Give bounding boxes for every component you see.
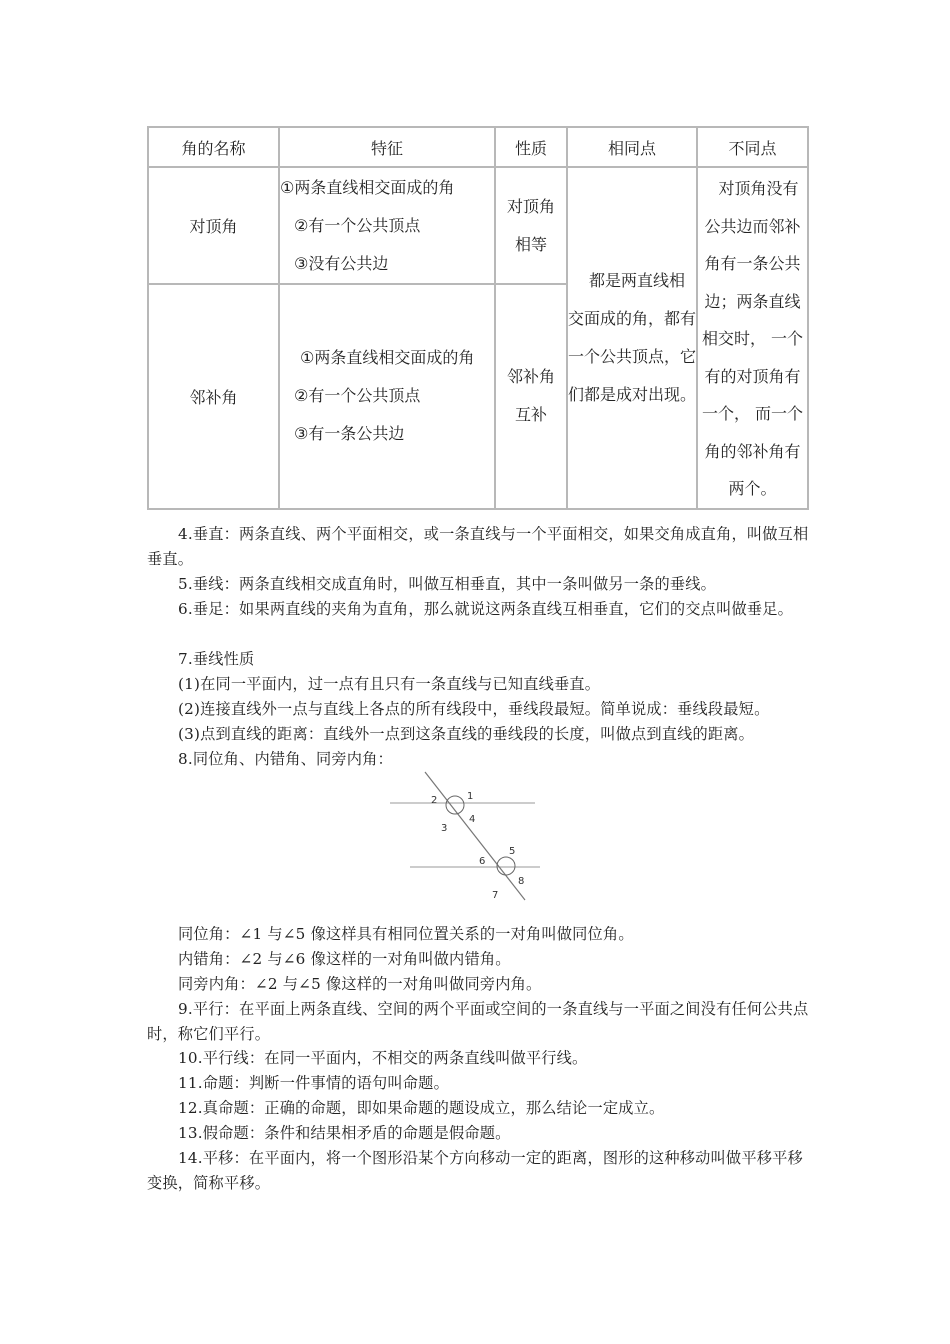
paragraph-7-3: (3)点到直线的距离：直线外一点到这条直线的垂线段的长度，叫做点到直线的距离。 <box>178 725 755 743</box>
header-diff: 不同点 <box>697 127 808 167</box>
paragraph-9: 9.平行：在平面上两条直线、空间的两个平面或空间的一条直线与一平面之间没有任何公共点时，称它们平行。 <box>147 1000 809 1043</box>
same-line: 交面成的角，都有 <box>568 308 697 328</box>
paragraph-8: 8.同位角、内错角、同旁内角： <box>178 750 393 768</box>
diff-line: 一个， 而一个 <box>701 404 804 423</box>
label-7: 7 <box>492 890 499 901</box>
property-line: 邻补角 <box>506 367 555 387</box>
row-property <box>495 167 567 284</box>
feature-line: ③有一条公共边 <box>294 424 405 444</box>
diff-points-cell <box>697 167 808 509</box>
label-5: 5 <box>509 846 516 857</box>
definition-same-side: 同旁内角：∠2 与∠5 像这样的一对角叫做同旁内角。 <box>178 975 542 993</box>
same-line: 一个公共顶点，它 <box>568 346 697 366</box>
paragraph-4: 4.垂直：两条直线、两个平面相交，或一条直线与一个平面相交，如果交角成直角，叫做互相垂直。 <box>147 525 809 568</box>
diff-line: 有的对顶角有 <box>704 366 801 386</box>
row-features <box>279 284 495 508</box>
row-features <box>279 167 495 284</box>
same-points-cell <box>567 167 697 509</box>
paragraph-14: 14.平移：在平面内，将一个图形沿某个方向移动一定的距离，图形的这种移动叫做平移平移变换，简称平移。 <box>147 1149 803 1192</box>
paragraph-7: 7.垂线性质 <box>178 650 255 668</box>
row-name: 对顶角 <box>148 167 279 284</box>
row-name: 邻补角 <box>148 284 279 508</box>
paragraph-12: 12.真命题：正确的命题，即如果命题的题设成立，那么结论一定成立。 <box>178 1099 665 1117</box>
property-line: 相等 <box>514 234 547 254</box>
definition-corresponding: 同位角：∠1 与∠5 像这样具有相同位置关系的一对角叫做同位角。 <box>178 925 634 943</box>
feature-line: ①两条直线相交面成的角 <box>280 177 455 197</box>
paragraph-6: 6.垂足：如果两直线的夹角为直角，那么就说这两条直线互相垂直，它们的交点叫做垂足。 <box>178 600 794 618</box>
diff-line: 相交时， 一个 <box>701 329 804 348</box>
property-line: 对顶角 <box>506 196 555 216</box>
feature-line: ①两条直线相交面成的角 <box>300 348 475 368</box>
row-property <box>495 284 567 508</box>
label-3: 3 <box>441 823 448 834</box>
feature-line: ②有一个公共顶点 <box>294 215 421 235</box>
diff-line: 边；两条直线 <box>704 291 801 311</box>
label-2: 2 <box>431 795 438 806</box>
header-same: 相同点 <box>567 127 697 167</box>
header-features: 特征 <box>279 127 495 167</box>
header-name: 角的名称 <box>148 127 279 167</box>
diff-line: 公共边而邻补 <box>704 216 801 236</box>
paragraph-5: 5.垂线：两条直线相交成直角时，叫做互相垂直，其中一条叫做另一条的垂线。 <box>178 575 717 593</box>
same-line: 们都是成对出现。 <box>568 384 697 404</box>
header-property: 性质 <box>495 127 567 167</box>
table-header-row <box>148 127 808 167</box>
label-8: 8 <box>518 876 525 887</box>
paragraph-13: 13.假命题：条件和结果相矛盾的命题是假命题。 <box>178 1124 511 1142</box>
paragraph-10: 10.平行线：在同一平面内，不相交的两条直线叫做平行线。 <box>178 1049 588 1067</box>
feature-line: ②有一个公共顶点 <box>294 386 421 406</box>
feature-line: ③没有公共边 <box>294 253 389 273</box>
transversal-line <box>425 772 525 900</box>
label-1: 1 <box>467 791 474 802</box>
paragraph-7-2: (2)连接直线外一点与直线上各点的所有线段中，垂线段最短。简单说成：垂线段最短。 <box>178 700 770 718</box>
paragraph-11: 11.命题：判断一件事情的语句叫命题。 <box>178 1074 449 1092</box>
diff-line: 角有一条公共 <box>704 254 801 273</box>
label-6: 6 <box>479 856 486 867</box>
label-4: 4 <box>469 814 476 825</box>
diff-line: 对顶角没有 <box>718 179 799 198</box>
angle-diagram <box>385 770 540 905</box>
same-line: 都是两直线相 <box>588 270 685 290</box>
paragraph-7-1: (1)在同一平面内，过一点有且只有一条直线与已知直线垂直。 <box>178 675 601 693</box>
table-row <box>148 167 808 284</box>
intersection-circle-bottom <box>497 857 515 875</box>
angle-comparison-table <box>147 126 809 510</box>
definition-alternate: 内错角：∠2 与∠6 像这样的一对角叫做内错角。 <box>178 950 511 968</box>
diff-line: 角的邻补角有 <box>704 441 801 461</box>
diff-line: 两个。 <box>728 479 777 498</box>
property-line: 互补 <box>514 405 547 425</box>
